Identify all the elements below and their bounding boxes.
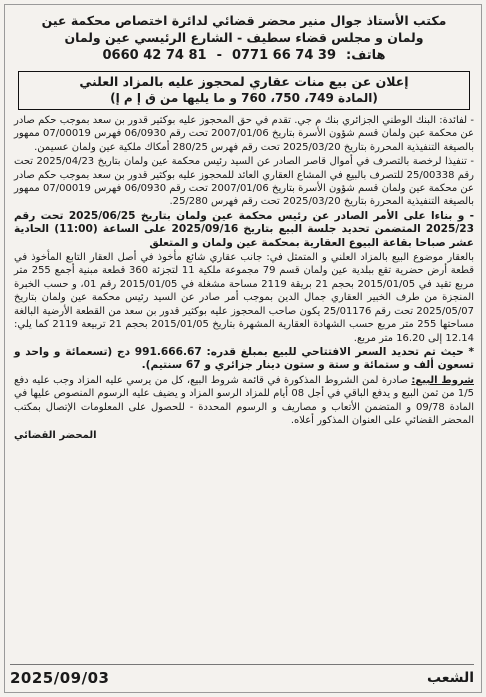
paragraph-property: بالعقار موضوع البيع بالمزاد العلني و المتمثل في: جانب عقاري شائع مأخوذ في أصل العقار التابع المأخوذ في قطعة أرض حضرية تقع ببلدية عين ولمان قسم 79 مجموعة ملكية 11 لتجزئة 360 قطعة مبنية أجمع 255 متر مربع تقيد في 2015/01/05 بحجم 21 بريقة 2119 مساحة مشغلة في 2015/01/05 رقم 01، و حسب الخبرة المنجزة من طرف الخبير العقاري جمال الدين بموجب أمر صادر عن السيد رئيس محكمة عين ولمان بتاريخ 2025/05/07 تحت رقم 25/01176 يكون صاحب المحجوز عليه بوكثير قدور بن سعد من القطعة الأرضية البالغة مساحتها 255 متر مربع حسب الشهادة العقارية المشهرة بتاريخ 2015/01/05 بحجم 21 تربيعة 2119 كما يلي: 12.14 إلى 16.20 متر مربع. bbox=[14, 252, 475, 344]
paragraph-authorization: - تنفيذا لرخصة بالتصرف في أموال قاصر الصادر عن السيد رئيس محكمة عين ولمان بتاريخ 2025/04/23 تحت رقم 25/00338 للتصرف بالبيع في المشاع العقاري العائد للمحجوز عليه بوكثير قدور بن سعد بموجب حكم صادر عن محكمة عين ولمان قسم شؤون الأسرة بتاريخ 2007/01/06 تحت رقم 06/0930 فهرس 07/00019 ممهور بالصيغة التنفيذية المحررة بتاريخ 2025/03/20 تحت رقم فهرس 25/280. bbox=[14, 156, 475, 208]
office-line-2: ولمان و مجلس قضاء سطيف - الشارع الرئيسي عين ولمان bbox=[64, 30, 424, 45]
phone-line: هاتف: 0771 66 74 39 - 0660 42 74 81 bbox=[102, 48, 386, 63]
paragraph-price: * حيث تم تحديد السعر الافتتاحي للبيع بمبلغ قدره: 991.666.67 دج (تسعمائة و واحد و تسعون ألف و ستمائة و ستة و ستون دينار جزائري و 67 سنتيم). bbox=[14, 345, 474, 372]
paragraph-beneficiary: - لفائدة: البنك الوطني الجزائري بنك م جي. تقدم في حق المحجوز عليه بوكثير قدور بن سعد بموجب حكم صادر عن محكمة عين ولمان قسم شؤون الأسرة بتاريخ 2007/01/06 تحت رقم 06/0930 فهرس 07/00019 ممهور بالصيغة التنفيذية المحررة بتاريخ 2025/03/20 تحت رقم فهرس 280/25 أمكاك ملكية عين ولمان عسيمن. bbox=[14, 115, 475, 153]
issue-date: 2025/09/03 bbox=[10, 669, 110, 687]
phone-number-2: 0660 42 74 81 bbox=[102, 48, 207, 63]
newspaper-name: الشعب bbox=[426, 670, 474, 686]
phone-number-1: 0771 66 74 39 bbox=[231, 48, 337, 63]
phone-label: هاتف: bbox=[346, 48, 386, 63]
paragraph-sale-order: - و بناءا على الأمر الصادر عن رئيس محكمة عين ولمان بتاريخ 2025/06/25 تحت رقم 2025/23 المتضمن تحديد جلسة البيع بتاريخ 2025/09/16 على الساعة (11:00) الحادية عشر صباحا بقاعة البيوع العقارية بمحكمة عين ولمان و المتعلق bbox=[14, 209, 475, 249]
conditions-title: شروط البيع: bbox=[411, 374, 474, 386]
signature: المحضر القضائي bbox=[14, 430, 97, 442]
notice-subtitle: (المادة 749، 750، 760 و ما يليها من ق إ م إ) bbox=[110, 91, 378, 105]
notice-title: إعلان عن بيع منات عقاري لمحجوز عليه بالمزاد العلني bbox=[79, 74, 409, 89]
newspaper-footer bbox=[10, 664, 474, 687]
office-line-1: مكتب الأستاذ جوال منير محضر قضائي لدائرة اختصاص محكمة عين bbox=[41, 13, 447, 28]
notice-border bbox=[4, 4, 482, 693]
conditions-text: صادرة لمن الشروط المذكورة في قائمة شروط البيع، كل من يرسي عليه المزاد وجب عليه دفع 1/5 من ثمن البيع و يدفع الباقي في أجل 08 أيام للمزاد الرسو المزاد و يضيف عليه الرسوم المنصوص عليها في المادة 09/78 و المتضمن الأتعاب و مصاريف و الرسوم المحددة - للحصول على المعلومات الإتصال بمكتب المحضر القضائي على العنوان المذكور أعلاه. bbox=[14, 374, 474, 426]
